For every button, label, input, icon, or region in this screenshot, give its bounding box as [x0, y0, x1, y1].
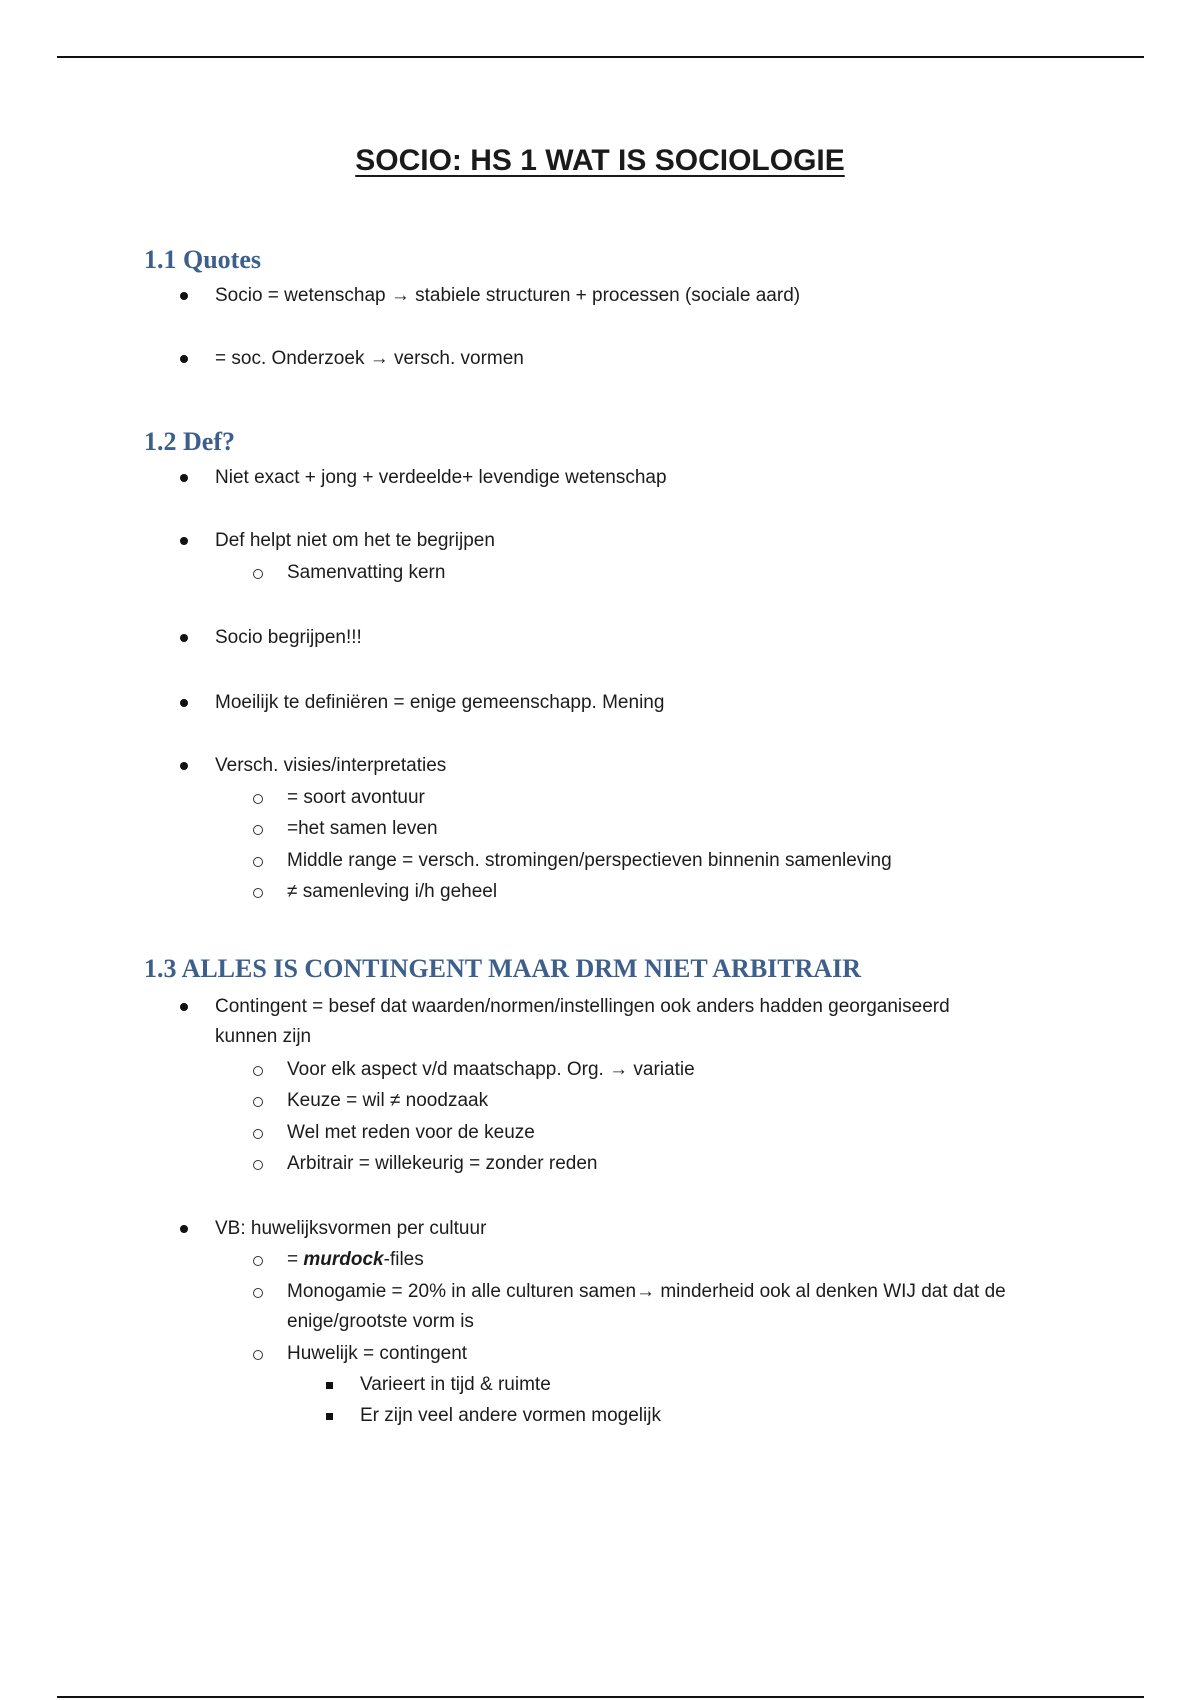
- list-item: = soort avontuur: [287, 787, 425, 808]
- list-item: Middle range = versch. stromingen/perspectieven binnenin samenleving: [287, 850, 892, 871]
- list-item: Arbitrair = willekeurig = zonder reden: [287, 1153, 598, 1174]
- bullet-marker: [180, 634, 188, 642]
- sub-bullet-marker: [253, 825, 263, 835]
- list-item: Voor elk aspect v/d maatschapp. Org. → variatie: [287, 1059, 695, 1080]
- footer-rule: [57, 1696, 1144, 1698]
- list-item: VB: huwelijksvormen per cultuur: [215, 1218, 487, 1239]
- bullet-marker: [180, 1003, 188, 1011]
- list-item: [287, 1245, 424, 1275]
- sub-bullet-marker: [253, 888, 263, 898]
- section-heading-quotes: 1.1 Quotes: [144, 245, 261, 274]
- list-item: Samenvatting kern: [287, 562, 446, 583]
- list-item: Def helpt niet om het te begrijpen: [215, 530, 495, 551]
- sub-bullet-marker: [253, 1097, 263, 1107]
- bullet-marker: [180, 292, 188, 300]
- sub-bullet-marker: [253, 794, 263, 804]
- list-item: Socio begrijpen!!!: [215, 627, 362, 648]
- list-item-continuation: kunnen zijn: [215, 1026, 312, 1047]
- list-item-prefix: =: [287, 1249, 304, 1270]
- list-item: Monogamie = 20% in alle culturen samen→ minderheid ook al denken WIJ dat dat de: [287, 1281, 1006, 1302]
- bullet-marker: [180, 1225, 188, 1233]
- section-heading-def: 1.2 Def?: [144, 427, 235, 456]
- bullet-marker: [180, 762, 188, 770]
- list-item: Er zijn veel andere vormen mogelijk: [360, 1405, 661, 1426]
- page-title: SOCIO: HS 1 WAT IS SOCIOLOGIE: [355, 144, 845, 177]
- sub-bullet-marker: [253, 857, 263, 867]
- sub-bullet-marker: [253, 1288, 263, 1298]
- list-item: Versch. visies/interpretaties: [215, 755, 447, 776]
- list-item: Varieert in tijd & ruimte: [360, 1374, 551, 1395]
- list-item-suffix: -files: [383, 1249, 424, 1270]
- bullet-marker: [180, 474, 188, 482]
- list-item: Keuze = wil ≠ noodzaak: [287, 1090, 489, 1111]
- sub-bullet-marker: [253, 1160, 263, 1170]
- sub-bullet-marker: [253, 1350, 263, 1360]
- list-item: Huwelijk = contingent: [287, 1343, 468, 1364]
- list-item: Niet exact + jong + verdeelde+ levendige wetenschap: [215, 467, 667, 488]
- sub-bullet-marker: [253, 1066, 263, 1076]
- bullet-marker: [180, 699, 188, 707]
- section-heading-contingent: 1.3 ALLES IS CONTINGENT MAAR DRM NIET ARBITRAIR: [144, 954, 862, 983]
- bullet-marker: [180, 355, 188, 363]
- list-item: Moeilijk te definiëren = enige gemeenschapp. Mening: [215, 692, 665, 713]
- list-item: Socio = wetenschap → stabiele structuren + processen (sociale aard): [215, 285, 801, 306]
- list-item: =het samen leven: [287, 818, 438, 839]
- bullet-marker: [180, 537, 188, 545]
- sub-sub-bullet-marker: [326, 1413, 333, 1420]
- header-rule: [57, 56, 1144, 58]
- list-item: ≠ samenleving i/h geheel: [287, 881, 498, 902]
- murdock-emphasis: murdock: [303, 1249, 384, 1270]
- list-item: = soc. Onderzoek → versch. vormen: [215, 348, 524, 369]
- list-item: Wel met reden voor de keuze: [287, 1122, 535, 1143]
- sub-sub-bullet-marker: [326, 1382, 333, 1389]
- list-item: Contingent = besef dat waarden/normen/instellingen ook anders hadden georganiseerd: [215, 996, 950, 1017]
- sub-bullet-marker: [253, 569, 263, 579]
- sub-bullet-marker: [253, 1256, 263, 1266]
- sub-bullet-marker: [253, 1129, 263, 1139]
- list-item-continuation: enige/grootste vorm is: [287, 1311, 474, 1332]
